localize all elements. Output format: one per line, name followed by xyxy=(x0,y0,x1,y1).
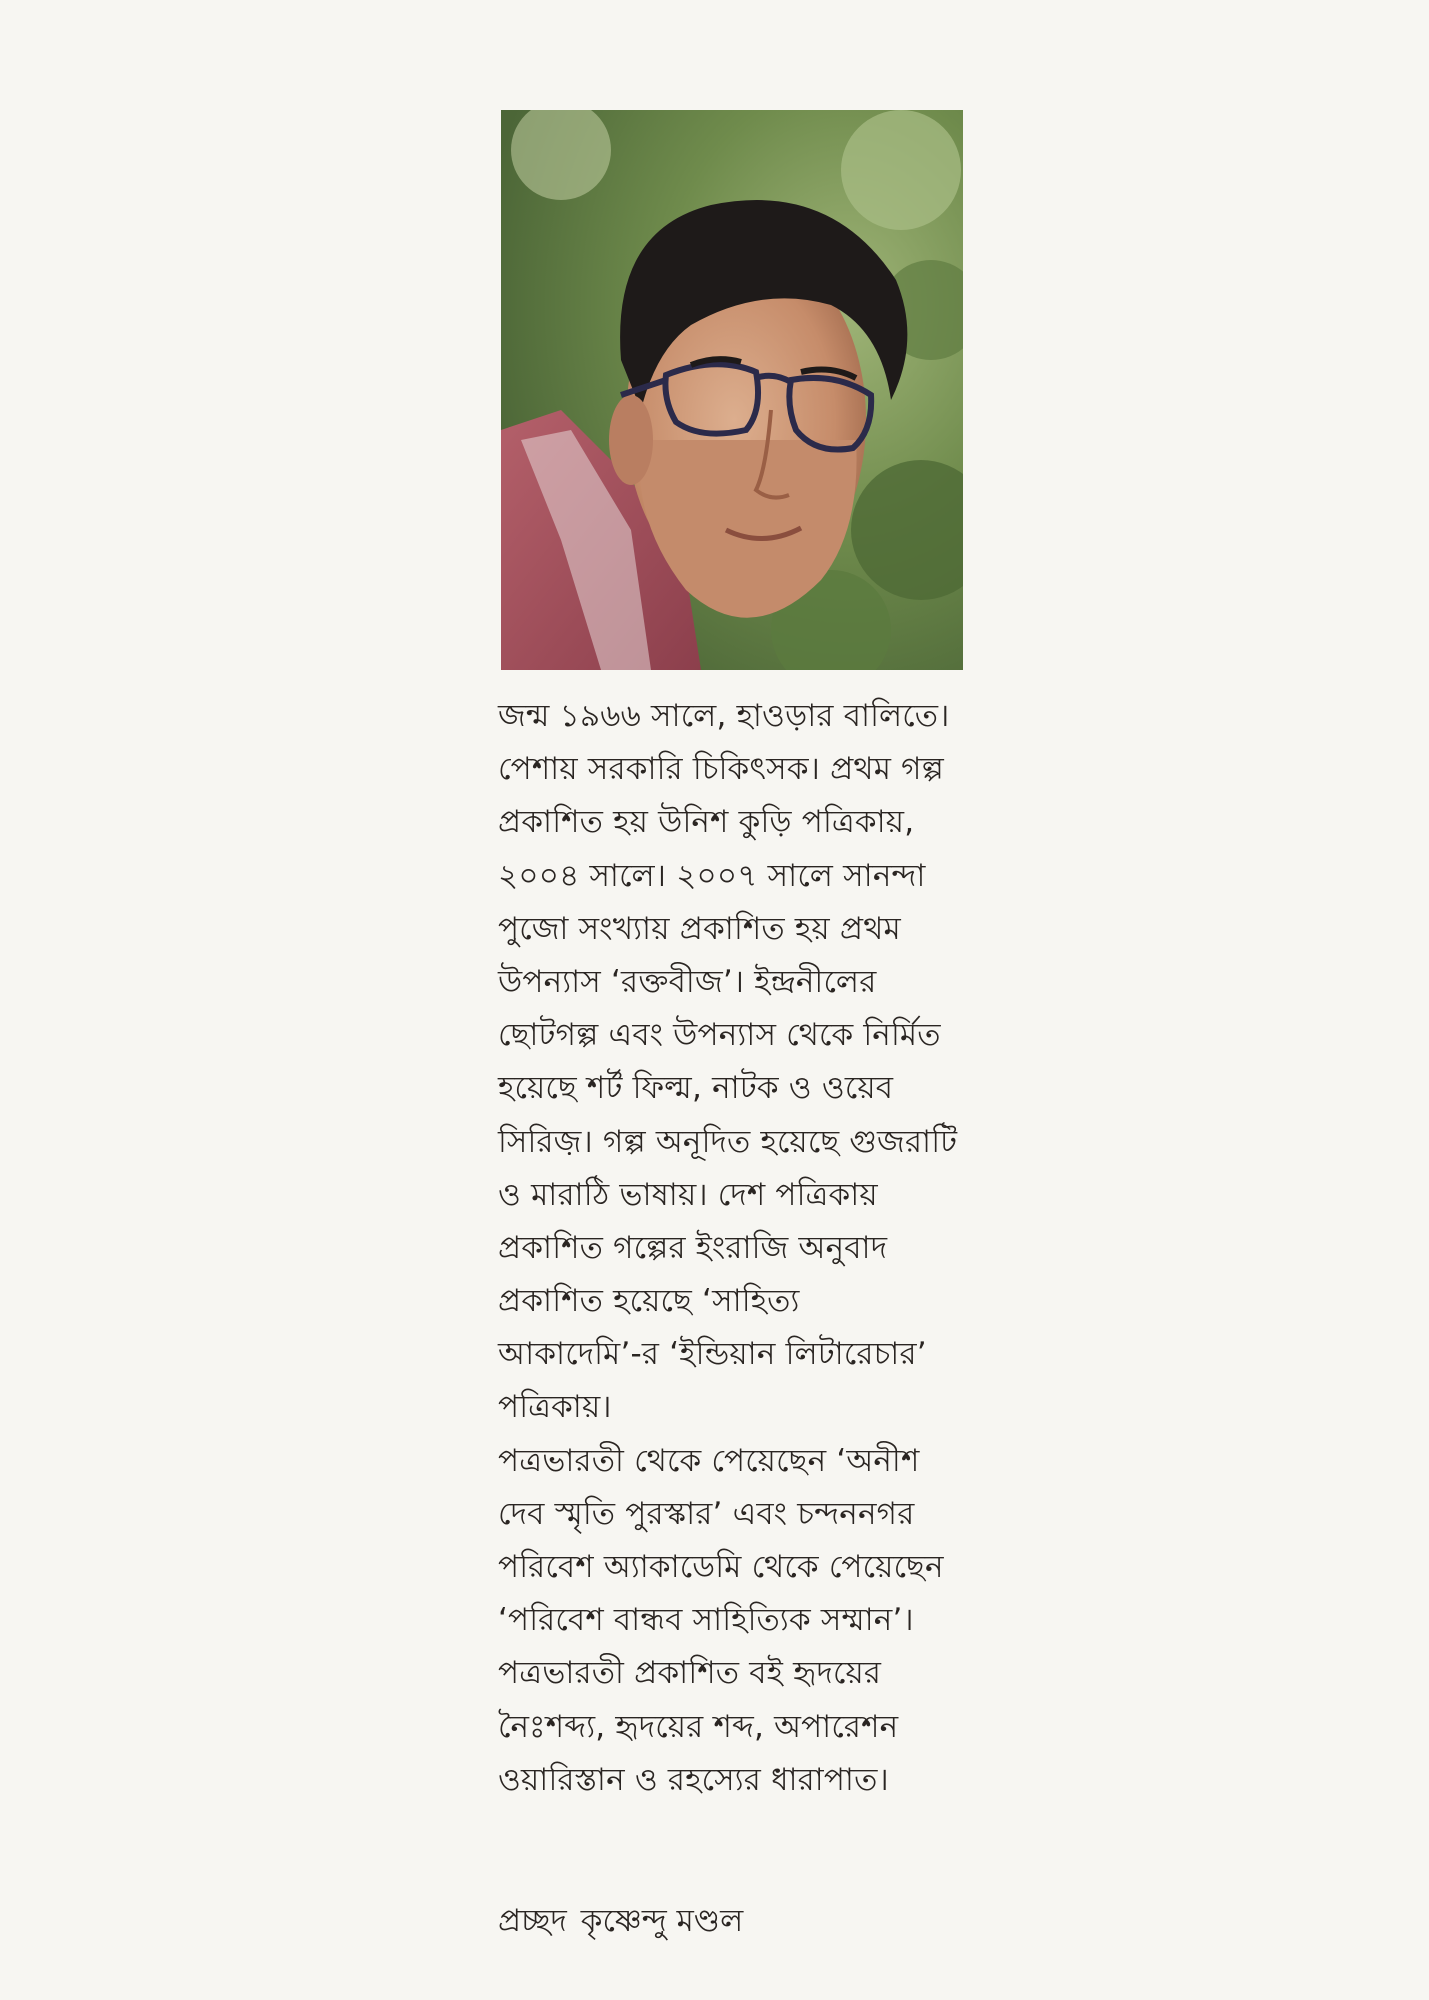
cover-credit xyxy=(498,1895,743,1948)
bio-line: ও মারাঠি ভাষায়। দেশ পত্রিকায় xyxy=(498,1176,878,1213)
bio-line: প্রকাশিত গল্পের ইংরাজি অনুবাদ xyxy=(498,1229,888,1266)
cover-credit-label: প্রচ্ছদ xyxy=(498,1903,567,1939)
bio-line: ওয়ারিস্তান ও রহস্যের ধারাপাত। xyxy=(498,1761,889,1798)
bio-line: ছোটগল্প এবং উপন্যাস থেকে নির্মিত xyxy=(498,1017,941,1054)
bio-line: পরিবেশ অ্যাকাডেমি থেকে পেয়েছেন xyxy=(498,1549,944,1585)
bio-line: নৈঃশব্দ্য, হৃদয়ের শব্দ, অপারেশন xyxy=(498,1708,899,1745)
bio-line: ‘পরিবেশ বান্ধব সাহিত্যিক সম্মান’। xyxy=(498,1602,914,1639)
author-bio xyxy=(498,690,1058,1807)
author-photo xyxy=(501,110,963,670)
bio-line: সিরিজ়। গল্প অনূদিত হয়েছে গুজরাটি xyxy=(498,1123,958,1160)
bio-line: জন্ম ১৯৬৬ সালে, হাওড়ার বালিতে। xyxy=(498,698,950,734)
bio-line: পুজো সংখ্যায় প্রকাশিত হয় প্রথম xyxy=(498,910,901,947)
bio-line: পত্রভারতী প্রকাশিত বই হৃদয়ের xyxy=(498,1655,882,1692)
bio-line: পত্রভারতী থেকে পেয়েছেন ‘অনীশ xyxy=(498,1442,920,1479)
bio-line: ২০০৪ সালে। ২০০৭ সালে সানন্দা xyxy=(498,857,926,894)
author-portrait-image xyxy=(501,110,963,670)
bio-line: পেশায় সরকারি চিকিৎসক। প্রথম গল্প xyxy=(498,751,945,788)
cover-artist-name: কৃষ্ণেন্দু মণ্ডল xyxy=(580,1903,744,1939)
bio-line: দেব স্মৃতি পুরস্কার’ এবং চন্দননগর xyxy=(498,1495,915,1532)
bio-line: হয়েছে শর্ট ফিল্ম, নাটক ও ওয়েব xyxy=(498,1070,894,1107)
bio-line: প্রকাশিত হয়েছে ‘সাহিত্য xyxy=(498,1283,800,1320)
bio-line: আকাদেমি’-র ‘ইন্ডিয়ান লিটারেচার’ xyxy=(498,1336,927,1373)
bio-line: পত্রিকায়। xyxy=(498,1389,612,1426)
bio-line: উপন্যাস ‘রক্তবীজ’। ইন্দ্রনীলের xyxy=(498,963,877,1000)
bio-line: প্রকাশিত হয় উনিশ কুড়ি পত্রিকায়, xyxy=(498,804,915,841)
